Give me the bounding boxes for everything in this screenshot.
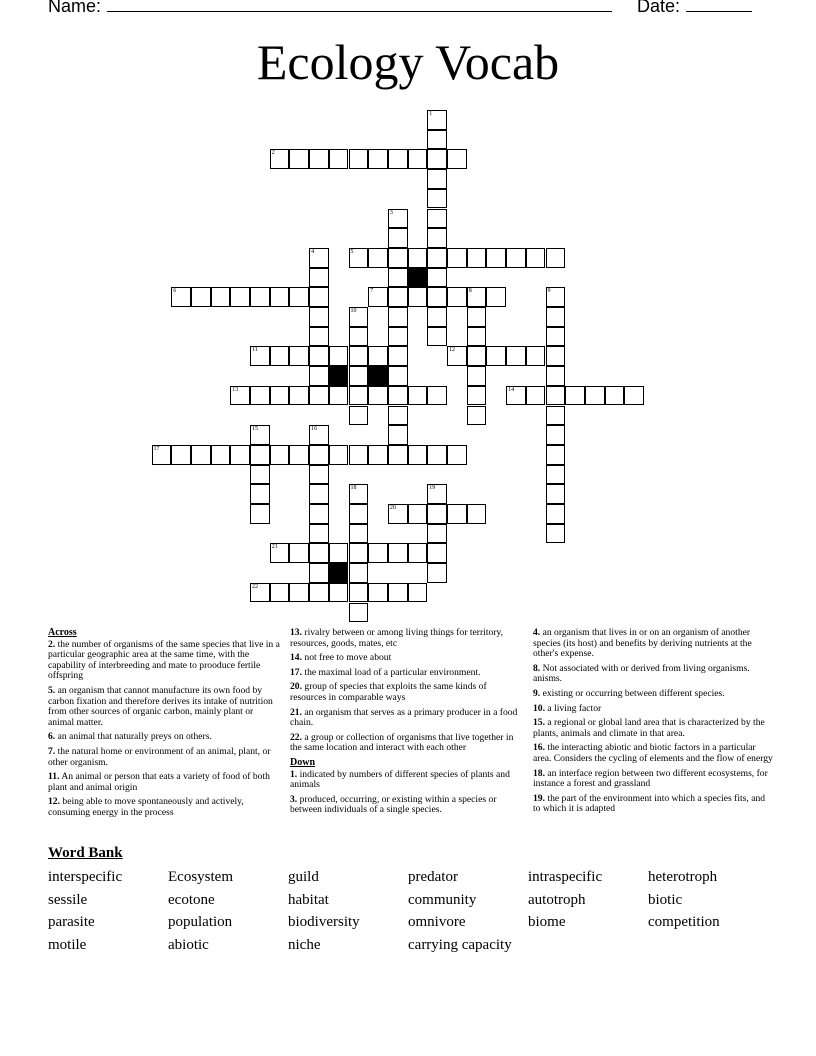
grid-cell[interactable]: [388, 406, 408, 426]
grid-cell[interactable]: [309, 366, 329, 386]
word-bank-item: biotic: [648, 891, 683, 908]
grid-cell[interactable]: [427, 484, 447, 504]
clue-number: 19: [429, 485, 436, 492]
clue-number-label: 16.: [533, 742, 545, 754]
grid-cell[interactable]: [270, 386, 290, 406]
clue-number-label: 7.: [48, 745, 56, 757]
grid-cell[interactable]: [408, 543, 428, 563]
grid-cell[interactable]: [506, 248, 526, 268]
word-bank-item: population: [168, 914, 233, 931]
clue-down-10: 10. a living factor: [533, 702, 602, 714]
grid-cell[interactable]: [427, 504, 447, 524]
grid-cell[interactable]: [289, 386, 309, 406]
grid-cell[interactable]: [329, 386, 349, 406]
clue-down-9: 9. existing or occurring between different species.: [533, 687, 725, 699]
grid-cell[interactable]: [270, 287, 290, 307]
grid-cell[interactable]: [388, 248, 408, 268]
clue-number: 15: [252, 426, 258, 433]
clue-down-16: 16. the interacting abiotic and biotic factors in a particular area. Considers the cycling of elements and the flow of energy: [533, 742, 773, 764]
clue-number-label: 17.: [290, 666, 302, 678]
grid-cell[interactable]: [171, 287, 191, 307]
grid-cell[interactable]: [546, 465, 566, 485]
grid-cell[interactable]: [349, 307, 369, 327]
black-cell: [329, 366, 349, 386]
word-bank-item: niche: [288, 936, 321, 953]
grid-cell[interactable]: [427, 149, 447, 169]
grid-cell[interactable]: [309, 287, 329, 307]
grid-cell[interactable]: [211, 287, 231, 307]
grid-cell[interactable]: [408, 248, 428, 268]
grid-cell[interactable]: [270, 445, 290, 465]
grid-cell[interactable]: [427, 209, 447, 229]
grid-cell[interactable]: [309, 149, 329, 169]
date-label: Date:: [637, 0, 681, 16]
grid-cell[interactable]: [427, 524, 447, 544]
word-bank-item: habitat: [288, 891, 329, 908]
grid-cell[interactable]: [349, 327, 369, 347]
grid-cell[interactable]: [388, 386, 408, 406]
grid-cell[interactable]: [467, 406, 487, 426]
grid-cell[interactable]: [191, 445, 211, 465]
grid-cell[interactable]: [250, 484, 270, 504]
grid-cell[interactable]: [349, 504, 369, 524]
clues-column-2: [290, 628, 522, 820]
grid-cell[interactable]: [427, 189, 447, 209]
grid-cell[interactable]: [349, 484, 369, 504]
grid-cell[interactable]: [309, 425, 329, 445]
grid-cell[interactable]: [447, 248, 467, 268]
clue-across-14: 14. not free to move about: [290, 652, 392, 664]
grid-cell[interactable]: [427, 445, 447, 465]
grid-cell[interactable]: [368, 149, 388, 169]
clue-number: 7: [370, 288, 374, 295]
grid-cell[interactable]: [388, 445, 408, 465]
grid-cell[interactable]: [388, 366, 408, 386]
grid-cell[interactable]: [526, 386, 546, 406]
clue-across-5: 5. an organism that cannot manufacture its own food by carbon fixation and therefore derives its intake of nutrition from other sources of organic carbon, mainly plant or animal matter.: [48, 684, 273, 728]
grid-cell[interactable]: [230, 287, 250, 307]
grid-cell[interactable]: [546, 287, 566, 307]
grid-cell[interactable]: [427, 386, 447, 406]
grid-cell[interactable]: [447, 504, 467, 524]
grid-cell[interactable]: [289, 149, 309, 169]
clue-number-label: 3.: [290, 793, 298, 805]
clue-across-17: 17. the maximal load of a particular environment.: [290, 666, 481, 678]
grid-cell[interactable]: [427, 110, 447, 130]
clue-down-15: 15. a regional or global land area that is characterized by the plants, animals and climate in that area.: [533, 717, 765, 739]
grid-cell[interactable]: [289, 346, 309, 366]
grid-cell[interactable]: [270, 583, 290, 603]
grid-cell[interactable]: [309, 307, 329, 327]
grid-cell[interactable]: [526, 346, 546, 366]
grid-cell[interactable]: [349, 346, 369, 366]
grid-cell[interactable]: [506, 346, 526, 366]
grid-cell[interactable]: [349, 445, 369, 465]
word-bank-item: guild: [288, 869, 319, 885]
grid-cell[interactable]: [388, 504, 408, 524]
clue-down-19: 19. the part of the environment into which a species fits, and to which it is adapted: [533, 792, 766, 815]
clue-number: 22: [252, 583, 258, 590]
grid-cell[interactable]: [408, 287, 428, 307]
grid-cell[interactable]: [368, 386, 388, 406]
grid-cell[interactable]: [486, 248, 506, 268]
grid-cell[interactable]: [309, 583, 329, 603]
grid-cell[interactable]: [486, 346, 506, 366]
grid-cell[interactable]: [230, 386, 250, 406]
grid-cell[interactable]: [250, 583, 270, 603]
grid-cell[interactable]: [309, 346, 329, 366]
clue-number-label: 5.: [48, 684, 56, 696]
grid-cell[interactable]: [427, 268, 447, 288]
clue-across-13: 13. rivalry between or among living things for territory, resources, goods, mates, etc: [290, 627, 504, 649]
grid-cell[interactable]: [388, 327, 408, 347]
grid-cell[interactable]: [309, 524, 329, 544]
word-bank-item: heterotroph: [648, 869, 718, 885]
clue-number-label: 9.: [533, 687, 541, 699]
clue-number: 20: [389, 505, 396, 511]
word-bank-title: Word Bank: [48, 845, 123, 861]
grid-cell[interactable]: [289, 583, 309, 603]
clue-number: 18: [350, 485, 357, 492]
grid-cell[interactable]: [408, 583, 428, 603]
grid-cell[interactable]: [309, 445, 329, 465]
grid-cell[interactable]: [427, 543, 447, 563]
grid-cell[interactable]: [349, 524, 369, 544]
grid-cell[interactable]: [329, 583, 349, 603]
grid-cell[interactable]: [368, 543, 388, 563]
clue-number-label: 1.: [290, 768, 298, 780]
grid-cell[interactable]: [467, 307, 487, 327]
grid-cell[interactable]: [349, 603, 369, 623]
grid-cell[interactable]: [368, 248, 388, 268]
grid-cell[interactable]: [388, 149, 408, 169]
grid-cell[interactable]: [427, 287, 447, 307]
grid-cell[interactable]: [467, 346, 487, 366]
grid-cell[interactable]: [388, 425, 408, 445]
grid-cell[interactable]: [546, 406, 566, 426]
across-heading: Across: [48, 627, 77, 638]
word-bank-item: predator: [408, 869, 458, 885]
grid-cell[interactable]: [349, 543, 369, 563]
grid-cell[interactable]: [467, 386, 487, 406]
grid-cell[interactable]: [250, 465, 270, 485]
grid-cell[interactable]: [546, 504, 566, 524]
down-heading: Down: [290, 756, 316, 768]
clues-column-1: [48, 628, 280, 823]
clue-number: 10: [350, 308, 357, 314]
grid-cell[interactable]: [427, 130, 447, 150]
grid-cell[interactable]: [329, 149, 349, 169]
grid-cell[interactable]: [250, 504, 270, 524]
grid-cell[interactable]: [368, 287, 388, 307]
grid-cell[interactable]: [270, 543, 290, 563]
word-bank-item: biome: [528, 914, 566, 931]
clue-across-22: 22. a group or collection of organisms that live together in the same location and interact with each other: [290, 731, 514, 754]
clue-number: 11: [252, 347, 258, 354]
clue-number: 14: [508, 386, 515, 393]
clue-across-21: 21. an organism that serves as a primary producer in a food chain.: [290, 706, 518, 729]
grid-cell[interactable]: [152, 445, 172, 465]
grid-cell[interactable]: [388, 228, 408, 248]
grid-cell[interactable]: [546, 386, 566, 406]
clue-number-label: 19.: [533, 792, 545, 804]
grid-cell[interactable]: [309, 563, 329, 583]
clue-number-label: 15.: [533, 717, 545, 729]
grid-cell[interactable]: [388, 209, 408, 229]
word-bank-item: ecotone: [168, 891, 215, 908]
word-bank-item: sessile: [48, 891, 88, 908]
word-bank-item: parasite: [48, 914, 95, 931]
grid-cell[interactable]: [171, 445, 191, 465]
grid-cell[interactable]: [230, 445, 250, 465]
clue-down-8: 8. Not associated with or derived from living organisms. anisms.: [533, 662, 750, 685]
grid-cell[interactable]: [309, 248, 329, 268]
grid-cell[interactable]: [408, 445, 428, 465]
clue-down-4: 4. an organism that lives in or on an organism of another species (its host) and benefits by deriving nutrients at the other's expense.: [533, 627, 752, 660]
grid-cell[interactable]: [546, 248, 566, 268]
grid-cell[interactable]: [368, 583, 388, 603]
grid-cell[interactable]: [605, 386, 625, 406]
word-bank-item: carrying capacity: [408, 936, 512, 953]
clue-across-7: 7. the natural home or environment of an animal, plant, or other organism.: [48, 745, 271, 768]
grid-cell[interactable]: [467, 287, 487, 307]
clue-number-label: 4.: [533, 627, 541, 638]
grid-cell[interactable]: [408, 149, 428, 169]
grid-cell[interactable]: [427, 169, 447, 189]
grid-cell[interactable]: [329, 543, 349, 563]
grid-cell[interactable]: [289, 287, 309, 307]
clue-number-label: 20.: [290, 681, 302, 693]
grid-cell[interactable]: [388, 583, 408, 603]
clue-number: 8: [468, 288, 472, 295]
grid-cell[interactable]: [289, 543, 309, 563]
grid-cell[interactable]: [546, 484, 566, 504]
clue-down-1: 1. indicated by numbers of different species of plants and animals: [290, 768, 510, 791]
grid-cell[interactable]: [349, 563, 369, 583]
black-cell: [329, 563, 349, 583]
grid-cell[interactable]: [388, 268, 408, 288]
grid-cell[interactable]: [506, 386, 526, 406]
clue-number-label: 10.: [533, 702, 545, 714]
grid-cell[interactable]: [546, 425, 566, 445]
grid-cell[interactable]: [427, 248, 447, 268]
word-bank-item: autotroph: [528, 891, 586, 908]
page-title: Ecology Vocab: [256, 34, 560, 90]
grid-cell[interactable]: [211, 445, 231, 465]
clue-number: 12: [449, 347, 455, 354]
grid-cell[interactable]: [467, 504, 487, 524]
grid-cell[interactable]: [427, 228, 447, 248]
grid-cell[interactable]: [388, 307, 408, 327]
grid-cell[interactable]: [546, 366, 566, 386]
grid-cell[interactable]: [349, 406, 369, 426]
grid-cell[interactable]: [349, 386, 369, 406]
grid-cell[interactable]: [447, 445, 467, 465]
grid-cell[interactable]: [349, 149, 369, 169]
clue-across-6: 6. an animal that naturally preys on others.: [48, 731, 212, 743]
grid-cell[interactable]: [427, 563, 447, 583]
clue-number-label: 11.: [48, 771, 60, 783]
clues-column-3: [533, 628, 773, 819]
grid-cell[interactable]: [250, 346, 270, 366]
grid-cell[interactable]: [309, 327, 329, 347]
black-cell: [368, 366, 388, 386]
clue-across-2: 2. the number of organisms of the same species that live in a particular geographic area at the same time, with the capability of interbreeding and mate to prooduce fertile offspring: [48, 638, 280, 682]
grid-cell[interactable]: [250, 386, 270, 406]
clue-number-label: 8.: [533, 662, 541, 674]
grid-cell[interactable]: [368, 346, 388, 366]
grid-cell[interactable]: [329, 445, 349, 465]
grid-cell[interactable]: [467, 366, 487, 386]
clue-number-label: 2.: [48, 638, 56, 650]
grid-cell[interactable]: [368, 445, 388, 465]
clue-number-label: 6.: [48, 731, 56, 743]
grid-cell[interactable]: [309, 504, 329, 524]
clue-down-18: 18. an interface region between two different ecosystems, for instance a forest and grassland: [533, 767, 768, 790]
grid-cell[interactable]: [565, 386, 585, 406]
grid-cell[interactable]: [309, 268, 329, 288]
clue-number: 5: [350, 248, 354, 255]
grid-cell[interactable]: [349, 366, 369, 386]
word-bank-item: intraspecific: [528, 869, 603, 885]
word-bank-item: community: [408, 891, 477, 908]
word-bank-item: biodiversity: [288, 914, 360, 931]
grid-cell[interactable]: [388, 287, 408, 307]
grid-cell[interactable]: [309, 484, 329, 504]
clue-across-11: 11. An animal or person that eats a variety of food of both plant and animal origin: [48, 771, 270, 793]
word-bank-item: interspecific: [48, 869, 123, 885]
grid-cell[interactable]: [585, 386, 605, 406]
grid-cell[interactable]: [467, 327, 487, 347]
clue-number-label: 14.: [290, 652, 302, 664]
grid-cell[interactable]: [408, 504, 428, 524]
grid-cell[interactable]: [289, 445, 309, 465]
grid-cell[interactable]: [624, 386, 644, 406]
clue-across-20: 20. group of species that exploits the same kinds of resources in comparable ways: [290, 681, 487, 703]
word-bank-item: abiotic: [168, 936, 209, 953]
word-bank-item: Ecosystem: [168, 869, 233, 885]
grid-cell[interactable]: [270, 149, 290, 169]
grid-cell[interactable]: [546, 524, 566, 544]
grid-cell[interactable]: [191, 287, 211, 307]
clue-down-3: 3. produced, occurring, or existing within a species or between individuals of a single species.: [290, 793, 497, 816]
grid-cell[interactable]: [427, 327, 447, 347]
grid-cell[interactable]: [250, 445, 270, 465]
grid-cell[interactable]: [467, 248, 487, 268]
grid-cell[interactable]: [486, 287, 506, 307]
grid-cell[interactable]: [309, 386, 329, 406]
grid-cell[interactable]: [250, 425, 270, 445]
clue-number: 3: [389, 209, 393, 216]
grid-cell[interactable]: [388, 543, 408, 563]
grid-cell[interactable]: [270, 346, 290, 366]
grid-cell[interactable]: [526, 248, 546, 268]
grid-cell[interactable]: [447, 346, 467, 366]
name-label: Name:: [48, 0, 102, 16]
clue-across-12: 12. being able to move spontaneously and actively, consuming energy in the process: [48, 796, 244, 818]
word-bank: [48, 866, 768, 956]
grid-cell[interactable]: [546, 327, 566, 347]
grid-cell[interactable]: [388, 346, 408, 366]
clue-number-label: 22.: [290, 731, 302, 743]
clue-number-label: 21.: [290, 706, 302, 718]
grid-cell[interactable]: [546, 445, 566, 465]
clue-number: 2: [271, 150, 275, 157]
grid-cell[interactable]: [546, 346, 566, 366]
black-cell: [408, 268, 428, 288]
clue-number: 13: [232, 386, 239, 393]
clue-number: 1: [429, 111, 433, 117]
clue-number: 21: [271, 544, 278, 551]
grid-cell[interactable]: [349, 583, 369, 603]
grid-cell[interactable]: [447, 149, 467, 169]
grid-cell[interactable]: [250, 287, 270, 307]
word-bank-item: omnivore: [408, 914, 466, 931]
grid-cell[interactable]: [329, 346, 349, 366]
word-bank-item: motile: [48, 936, 87, 953]
grid-cell[interactable]: [309, 543, 329, 563]
grid-cell[interactable]: [349, 248, 369, 268]
grid-cell[interactable]: [546, 307, 566, 327]
clue-number: 16: [311, 426, 318, 433]
grid-cell[interactable]: [309, 465, 329, 485]
clue-number-label: 18.: [533, 767, 545, 779]
word-bank-item: competition: [648, 914, 720, 931]
grid-cell[interactable]: [447, 287, 467, 307]
clue-number: 9: [547, 288, 551, 295]
grid-cell[interactable]: [427, 307, 447, 327]
clue-number: 6: [173, 288, 177, 295]
clue-number-label: 13.: [290, 627, 302, 638]
clue-number-label: 12.: [48, 796, 60, 808]
clue-number: 4: [311, 248, 315, 255]
grid-cell[interactable]: [408, 386, 428, 406]
clue-number: 17: [153, 445, 160, 452]
